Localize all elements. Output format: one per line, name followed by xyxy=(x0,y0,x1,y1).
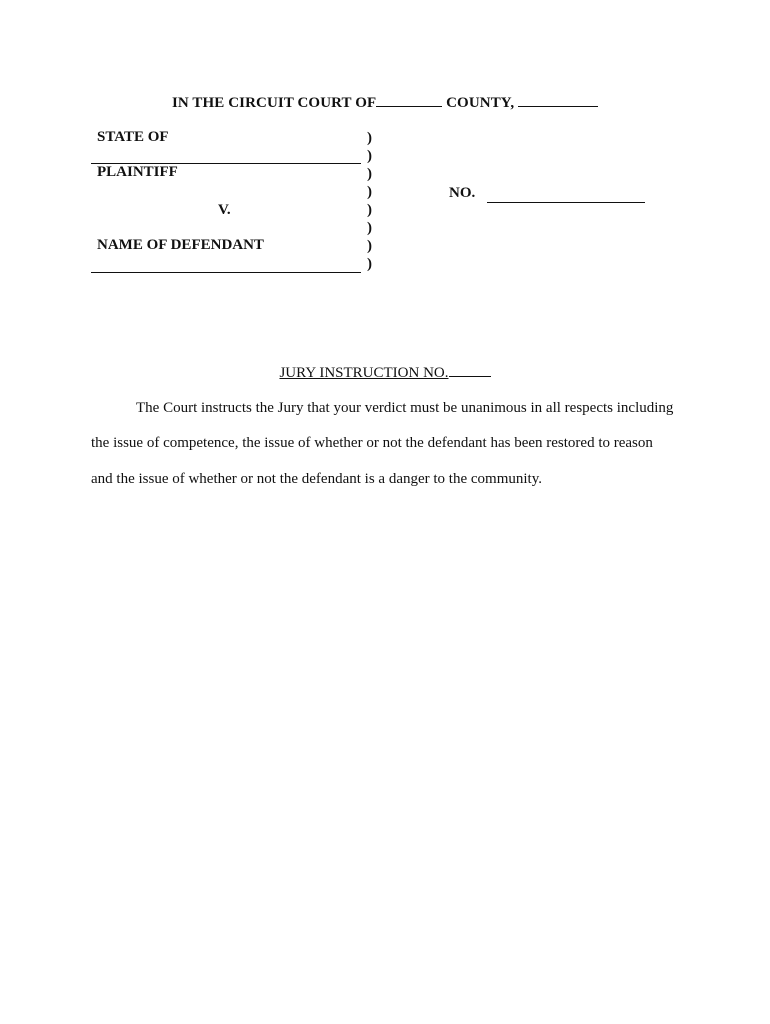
caption-paren: ) xyxy=(367,130,372,146)
caption-paren: ) xyxy=(367,238,372,254)
caption-paren: ) xyxy=(367,184,372,200)
plaintiff-label: PLAINTIFF xyxy=(97,164,178,180)
circuit-court-blank[interactable] xyxy=(376,94,442,107)
versus-label: V. xyxy=(218,202,231,218)
instruction-line: the issue of competence, the issue of whether or not the defendant has been restored to reason xyxy=(91,435,653,451)
case-no-label: NO. xyxy=(449,185,476,201)
county-blank[interactable] xyxy=(518,94,598,107)
county-label: COUNTY, xyxy=(446,95,515,111)
caption-paren: ) xyxy=(367,148,372,164)
instruction-line: and the issue of whether or not the defendant is a danger to the community. xyxy=(91,471,542,487)
caption-paren: ) xyxy=(367,256,372,272)
instruction-line: The Court instructs the Jury that your verdict must be unanimous in all respects including xyxy=(136,400,674,416)
caption-paren: ) xyxy=(367,166,372,182)
state-of-label: STATE OF xyxy=(97,129,169,145)
caption-paren: ) xyxy=(367,220,372,236)
jury-instruction-title: JURY INSTRUCTION NO. xyxy=(279,365,449,381)
court-prefix: IN THE CIRCUIT COURT OF xyxy=(171,95,377,111)
caption-paren: ) xyxy=(367,202,372,218)
defendant-name-line[interactable] xyxy=(91,272,361,273)
case-no-line[interactable] xyxy=(487,202,645,203)
instruction-number-blank[interactable] xyxy=(449,363,491,377)
defendant-label: NAME OF DEFENDANT xyxy=(97,237,264,253)
jury-instruction-heading xyxy=(0,363,770,382)
court-header xyxy=(0,94,770,112)
